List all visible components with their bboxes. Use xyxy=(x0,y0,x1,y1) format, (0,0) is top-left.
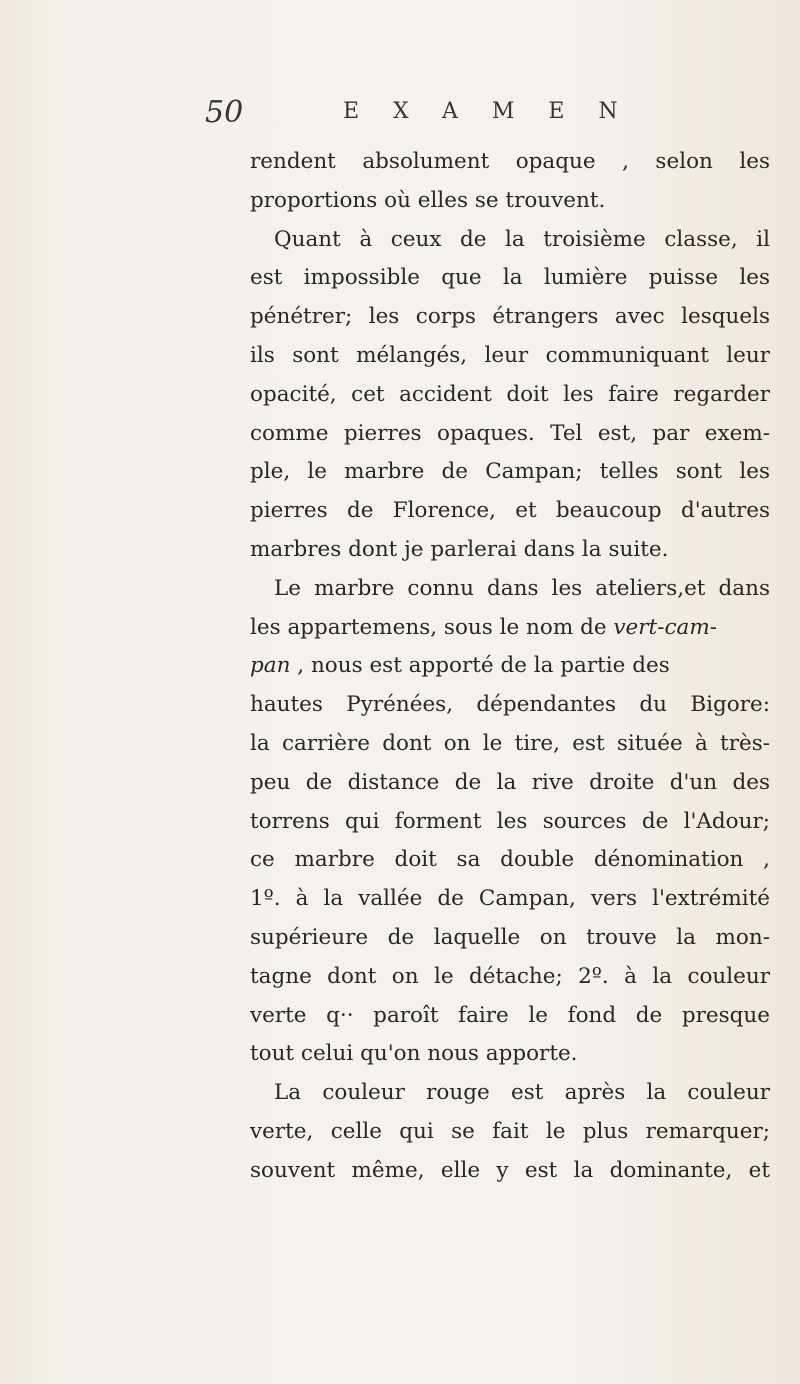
text-line: proportions où elles se trouvent. xyxy=(250,187,606,213)
text-line: pénétrer; les corps étrangers avec lesquels xyxy=(250,304,770,330)
italic-term: pan xyxy=(250,653,291,679)
text-line: tout celui qu'on nous apporte. xyxy=(250,1041,578,1067)
text-line: ce marbre doit sa double dénomination , xyxy=(250,847,770,873)
text-line: la carrière dont on le tire, est située à très- xyxy=(250,730,770,756)
text-line: souvent même, elle y est la dominante, et xyxy=(250,1157,770,1183)
text-line: opacité, cet accident doit les faire regarder xyxy=(250,381,770,407)
text-line: pierres de Florence, et beaucoup d'autres xyxy=(250,498,770,524)
text-line: peu de distance de la rive droite d'un des xyxy=(250,769,770,795)
italic-term: vert-cam- xyxy=(613,614,717,640)
text-line: hautes Pyrénées, dépendantes du Bigore: xyxy=(250,692,770,718)
text-line xyxy=(250,609,770,648)
text-line: rendent absolument opaque , selon les xyxy=(250,149,770,174)
text-line: tagne dont on le détache; 2º. à la couleur xyxy=(250,963,770,989)
text-line: est impossible que la lumière puisse les xyxy=(250,265,770,291)
page-header xyxy=(205,95,765,135)
text-fragment: , nous est apporté de la partie des xyxy=(297,653,670,679)
text-line: supérieure de laquelle on trouve la mon- xyxy=(250,924,770,950)
text-line: torrens qui forment les sources de l'Adour; xyxy=(250,808,770,834)
text-line: 1º. à la vallée de Campan, vers l'extrémité xyxy=(250,886,770,912)
running-title: EXAMEN xyxy=(343,99,652,124)
text-line: Le marbre connu dans les ateliers,et dans xyxy=(274,575,770,601)
text-line: comme pierres opaques. Tel est, par exem- xyxy=(250,420,770,446)
page-number: 50 xyxy=(205,95,244,130)
text-line: La couleur rouge est après la couleur xyxy=(274,1080,770,1106)
text-line xyxy=(250,647,770,686)
body-text xyxy=(250,143,770,1191)
text-line: verte q·· paroît faire le fond de presque xyxy=(250,1002,770,1028)
text-line: verte, celle qui se fait le plus remarquer; xyxy=(250,1118,770,1144)
text-line: ils sont mélangés, leur communiquant leur xyxy=(250,342,770,368)
text-line: ple, le marbre de Campan; telles sont les xyxy=(250,459,770,485)
text-line: Quant à ceux de la troisième classe, il xyxy=(274,226,770,252)
text-line: marbres dont je parlerai dans la suite. xyxy=(250,536,669,562)
text-fragment: les appartemens, sous le nom de xyxy=(250,614,607,640)
